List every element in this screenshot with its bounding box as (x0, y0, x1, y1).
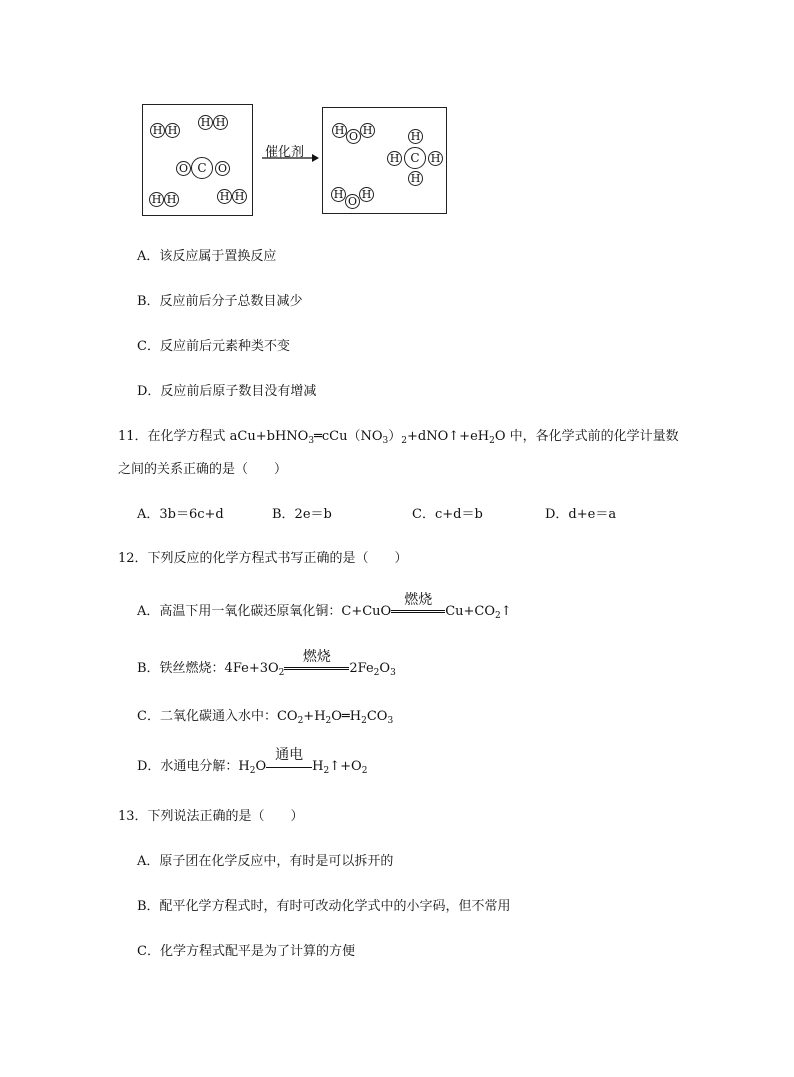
condition-label: 燃烧 (302, 649, 331, 665)
oxygen-atom: O (345, 194, 360, 209)
q10-option-b: B．反应前后分子总数目减少 (137, 294, 303, 309)
q12-d-text: O (255, 759, 267, 774)
subscript: 2 (401, 436, 408, 446)
q12-a-text: ↑ (500, 604, 512, 619)
subscript: 2 (249, 766, 256, 776)
q12-option-d (137, 747, 368, 776)
carbon-atom: C (404, 147, 426, 169)
subscript: 2 (297, 716, 304, 726)
subscript: 3 (390, 668, 396, 678)
q13-option-a: A．原子团在化学反应中，有时是可以拆开的 (137, 854, 394, 869)
subscript: 2 (361, 716, 367, 726)
hydrogen-atom: H (428, 151, 443, 166)
reactants-box (142, 104, 253, 216)
condition-equals (284, 649, 349, 676)
q11-text: 11．在化学方程式 aCu+bHNO (118, 429, 309, 444)
condition-label: 通电 (275, 747, 304, 763)
products-box (322, 107, 447, 214)
q11-text: +dNO↑+eH (407, 429, 490, 444)
q12-a-text: A．高温下用一氧化碳还原氧化铜：C+CuO (137, 604, 392, 619)
q13-option-b: B．配平化学方程式时，有时可改动化学式中的小字码，但不常用 (137, 899, 511, 914)
q12-c-text: O═H (331, 709, 362, 724)
q11-option-a: A．3b＝6c+d (137, 507, 224, 522)
hydrogen-atom: H (149, 192, 164, 207)
hydrogen-atom: H (150, 123, 165, 138)
subscript: 3 (308, 436, 315, 446)
subscript: 2 (489, 436, 495, 446)
subscript: 2 (361, 766, 368, 776)
hydrogen-atom: H (332, 123, 347, 138)
subscript: 2 (325, 716, 332, 726)
hydrogen-atom: H (331, 187, 346, 202)
q11-stem-line2: 之间的关系正确的是（ ） (118, 462, 288, 477)
subscript: 2 (495, 611, 501, 621)
q10-option-c: C．反应前后元素种类不变 (137, 339, 290, 354)
oxygen-atom: O (176, 161, 191, 176)
oxygen-atom: O (346, 129, 361, 144)
q12-b-text: B．铁丝燃烧：4Fe+3O (137, 661, 279, 676)
q10-option-a: A．该反应属于置换反应 (137, 249, 277, 264)
q13-stem: 13．下列说法正确的是（ ） (118, 809, 304, 824)
q12-c-text: CO (366, 709, 388, 724)
subscript: 3 (382, 436, 389, 446)
hydrogen-atom: H (165, 123, 180, 138)
q12-b-text: O (379, 661, 391, 676)
subscript: 3 (387, 716, 394, 726)
q12-b-text: 2Fe (349, 661, 374, 676)
hydrogen-atom: H (164, 192, 179, 207)
q12-stem: 12．下列反应的化学方程式书写正确的是（ ） (118, 551, 408, 566)
carbon-atom: C (191, 157, 213, 179)
q11-text: O 中，各化学式前的化学计量数 (494, 429, 679, 444)
q11-text: ） (388, 429, 402, 444)
condition-equals (266, 747, 312, 774)
q12-a-text: Cu+CO (445, 604, 496, 619)
q11-text: ═cCu（NO (314, 429, 383, 444)
q11-option-c: C．c+d＝b (412, 507, 483, 522)
catalyst-label: 催化剂 (265, 145, 305, 160)
q11-stem-line1 (118, 425, 679, 444)
hydrogen-atom: H (360, 123, 375, 138)
q12-c-text: +H (303, 709, 326, 724)
hydrogen-atom: H (387, 151, 402, 166)
condition-label: 燃烧 (404, 592, 433, 608)
q12-option-b (137, 649, 396, 678)
hydrogen-atom: H (408, 171, 423, 186)
q12-option-a (137, 592, 512, 621)
q12-d-text: ↑+O (329, 759, 362, 774)
reaction-arrow-icon (262, 153, 320, 163)
q12-c-text: C．二氧化碳通入水中：CO (137, 709, 298, 724)
hydrogen-atom: H (232, 189, 247, 204)
hydrogen-atom: H (217, 189, 232, 204)
q11-option-b: B．2e＝b (272, 507, 332, 522)
oxygen-atom: O (215, 161, 230, 176)
hydrogen-atom: H (213, 115, 228, 130)
hydrogen-atom: H (198, 115, 213, 130)
hydrogen-atom: H (359, 187, 374, 202)
q12-d-text: D．水通电分解：H (137, 759, 250, 774)
q12-d-text: H (312, 759, 324, 774)
q10-option-d: D．反应前后原子数目没有增减 (137, 384, 317, 399)
subscript: 2 (323, 766, 330, 776)
q11-option-d: D．d+e＝a (545, 507, 617, 522)
subscript: 2 (373, 668, 380, 678)
hydrogen-atom: H (408, 129, 423, 144)
condition-equals (391, 592, 445, 619)
q13-option-c: C．化学方程式配平是为了计算的方便 (137, 944, 355, 959)
subscript: 2 (278, 668, 285, 678)
q12-option-c (137, 705, 393, 724)
